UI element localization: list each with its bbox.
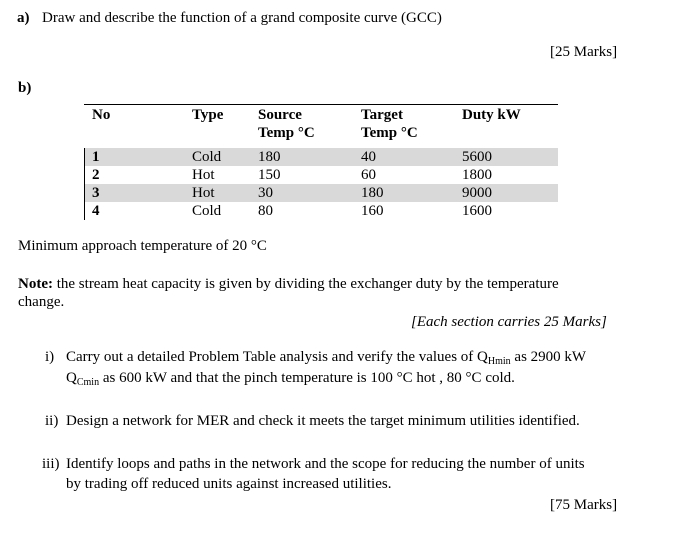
question-ii-label: ii) [45,413,59,429]
cell-type: Cold [192,203,222,219]
cell-source: 80 [258,203,273,219]
header-source-line1: Source [258,107,302,123]
table-row [84,184,558,202]
cell-no: 1 [92,149,100,165]
question-iii-line-1: Identify loops and paths in the network and the scope for reducing the number of units [66,456,585,472]
cell-source: 180 [258,149,281,165]
qcmin-subscript: Cmin [76,377,100,388]
question-i-line-2 [66,370,515,387]
question-iii-label: iii) [42,456,60,472]
cell-type: Hot [192,185,215,201]
cell-source: 150 [258,167,281,183]
cell-no: 3 [92,185,100,201]
header-type: Type [192,107,224,123]
cell-duty: 1800 [462,167,492,183]
cell-target: 180 [361,185,384,201]
cell-duty: 9000 [462,185,492,201]
question-i-text-c: Q [66,370,77,386]
cell-duty: 1600 [462,203,492,219]
table-top-rule [84,104,558,105]
cell-type: Hot [192,167,215,183]
cell-duty: 5600 [462,149,492,165]
cell-no: 4 [92,203,100,219]
table-left-rule [84,148,85,220]
question-i-line-1 [66,349,586,366]
question-i-text-d: as 600 kW and that the pinch temperature is 100 °C hot , 80 °C cold. [99,370,515,386]
table-row [84,148,558,166]
part-a-label: a) [17,10,30,26]
note-line-2: change. [18,294,65,310]
header-target-line1: Target [361,107,403,123]
note-line-1 [18,276,559,293]
qhmin-subscript: Hmin [487,356,511,367]
question-ii-text: Design a network for MER and check it meets the target minimum utilities identified. [66,413,580,429]
min-approach-text: Minimum approach temperature of 20 °C [18,238,267,254]
cell-type: Cold [192,149,222,165]
cell-source: 30 [258,185,273,201]
part-b-label: b) [18,80,32,96]
table-row [84,202,558,220]
part-a-question: Draw and describe the function of a grand composite curve (GCC) [42,10,442,26]
question-i-label: i) [45,349,55,365]
cell-target: 60 [361,167,376,183]
note-text: the stream heat capacity is given by dividing the exchanger duty by the temperature [52,276,559,292]
note-label: Note: [18,276,53,292]
part-a-marks: [25 Marks] [550,44,618,60]
question-iii-line-2: by trading off reduced units against increased utilities. [66,476,392,492]
part-b-marks: [75 Marks] [550,497,618,513]
cell-target: 160 [361,203,384,219]
cell-no: 2 [92,167,100,183]
header-duty: Duty kW [462,107,521,123]
header-source-line2: Temp °C [258,125,315,141]
table-row [84,166,558,184]
cell-target: 40 [361,149,376,165]
header-target-line2: Temp °C [361,125,418,141]
question-i-text-a: Carry out a detailed Problem Table analysis and verify the values of Q [66,349,488,365]
question-i-text-b: as 2900 kW [510,349,587,365]
each-section-marks: [Each section carries 25 Marks] [411,314,607,330]
header-no: No [92,107,111,123]
